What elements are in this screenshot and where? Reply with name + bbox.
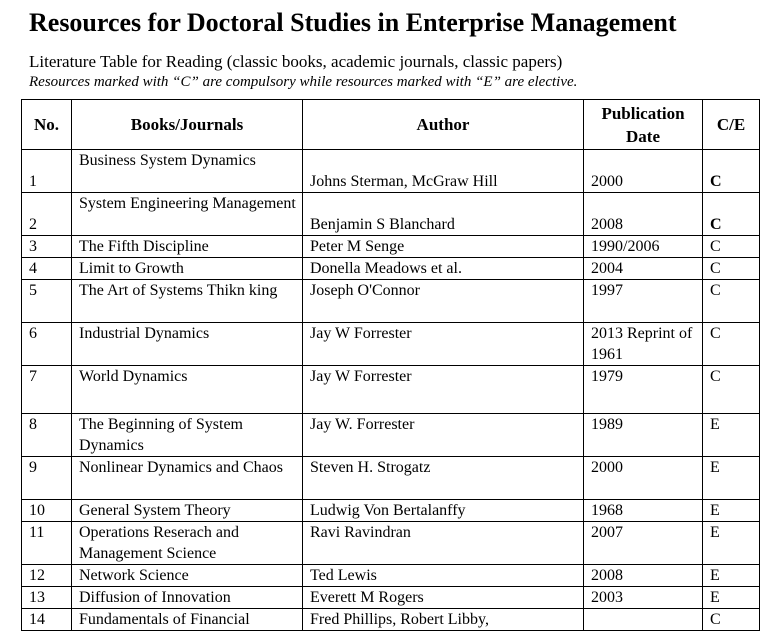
table-row (22, 522, 760, 565)
row-book-title: The Beginning of System Dynamics (72, 414, 303, 457)
row-book-title: The Fifth Discipline (72, 236, 303, 258)
row-date (584, 609, 703, 631)
header-author: Author (303, 100, 584, 150)
header-books-journals: Books/Journals (72, 100, 303, 150)
row-number: 11 (22, 522, 72, 565)
row-number: 7 (22, 366, 72, 414)
header-publication-date: Publication Date (584, 100, 703, 150)
row-ce: E (703, 414, 760, 457)
legend-note: Resources marked with “C” are compulsory while resources marked with “E” are elective. (29, 74, 578, 90)
header-ce: C/E (703, 100, 760, 150)
table-row (22, 258, 760, 280)
row-number: 6 (22, 323, 72, 366)
row-book-title: Fundamentals of Financial (72, 609, 303, 631)
header-no: No. (22, 100, 72, 150)
table-row (22, 500, 760, 522)
row-author: Everett M Rogers (303, 587, 584, 609)
row-author: Ravi Ravindran (303, 522, 584, 565)
row-ce: C (703, 150, 760, 193)
row-number: 12 (22, 565, 72, 587)
row-ce: E (703, 457, 760, 500)
row-number: 4 (22, 258, 72, 280)
table-row (22, 565, 760, 587)
row-author: Joseph O'Connor (303, 280, 584, 323)
row-author: Benjamin S Blanchard (303, 193, 584, 236)
row-ce: E (703, 522, 760, 565)
row-book-title: Operations Reserach and Management Science (72, 522, 303, 565)
row-date: 2000 (584, 457, 703, 500)
row-author: Steven H. Strogatz (303, 457, 584, 500)
row-date: 2003 (584, 587, 703, 609)
row-ce: E (703, 565, 760, 587)
row-book-title: General System Theory (72, 500, 303, 522)
row-ce: C (703, 609, 760, 631)
row-author: Jay W Forrester (303, 323, 584, 366)
table-row (22, 193, 760, 236)
row-number: 10 (22, 500, 72, 522)
row-author: Ted Lewis (303, 565, 584, 587)
row-number: 8 (22, 414, 72, 457)
row-date: 2000 (584, 150, 703, 193)
row-author: Johns Sterman, McGraw Hill (303, 150, 584, 193)
row-number: 3 (22, 236, 72, 258)
row-author: Jay W Forrester (303, 366, 584, 414)
row-date: 1979 (584, 366, 703, 414)
row-book-title: System Engineering Management (72, 193, 303, 236)
row-ce: C (703, 258, 760, 280)
row-date: 2008 (584, 565, 703, 587)
row-book-title: Network Science (72, 565, 303, 587)
page-title: Resources for Doctoral Studies in Enterprise Management (29, 8, 677, 37)
table-subtitle: Literature Table for Reading (classic books, academic journals, classic papers) (29, 52, 563, 71)
row-ce: C (703, 323, 760, 366)
row-author: Fred Phillips, Robert Libby, (303, 609, 584, 631)
table-row (22, 280, 760, 323)
row-number: 13 (22, 587, 72, 609)
row-number: 14 (22, 609, 72, 631)
table-row (22, 609, 760, 631)
row-author: Peter M Senge (303, 236, 584, 258)
row-book-title: The Art of Systems Thikn king (72, 280, 303, 323)
row-date: 1968 (584, 500, 703, 522)
row-date: 2008 (584, 193, 703, 236)
row-number: 2 (22, 193, 72, 236)
row-author: Jay W. Forrester (303, 414, 584, 457)
table-row (22, 457, 760, 500)
row-book-title: Nonlinear Dynamics and Chaos (72, 457, 303, 500)
row-book-title: Industrial Dynamics (72, 323, 303, 366)
row-author: Ludwig Von Bertalanffy (303, 500, 584, 522)
table-row (22, 323, 760, 366)
row-book-title: Business System Dynamics (72, 150, 303, 193)
literature-table (21, 99, 760, 631)
row-date: 1997 (584, 280, 703, 323)
row-ce: E (703, 500, 760, 522)
row-book-title: Diffusion of Innovation (72, 587, 303, 609)
row-number: 9 (22, 457, 72, 500)
row-book-title: World Dynamics (72, 366, 303, 414)
row-date: 1989 (584, 414, 703, 457)
table-row (22, 587, 760, 609)
row-ce: C (703, 193, 760, 236)
row-date: 1990/2006 (584, 236, 703, 258)
table-header-row (22, 100, 760, 150)
row-number: 5 (22, 280, 72, 323)
row-date: 2013 Reprint of 1961 (584, 323, 703, 366)
row-ce: E (703, 587, 760, 609)
row-date: 2007 (584, 522, 703, 565)
row-date: 2004 (584, 258, 703, 280)
table-row (22, 150, 760, 193)
row-number: 1 (22, 150, 72, 193)
table-row (22, 236, 760, 258)
row-ce: C (703, 236, 760, 258)
table-row (22, 366, 760, 414)
row-ce: C (703, 366, 760, 414)
row-ce: C (703, 280, 760, 323)
table-row (22, 414, 760, 457)
row-book-title: Limit to Growth (72, 258, 303, 280)
row-author: Donella Meadows et al. (303, 258, 584, 280)
